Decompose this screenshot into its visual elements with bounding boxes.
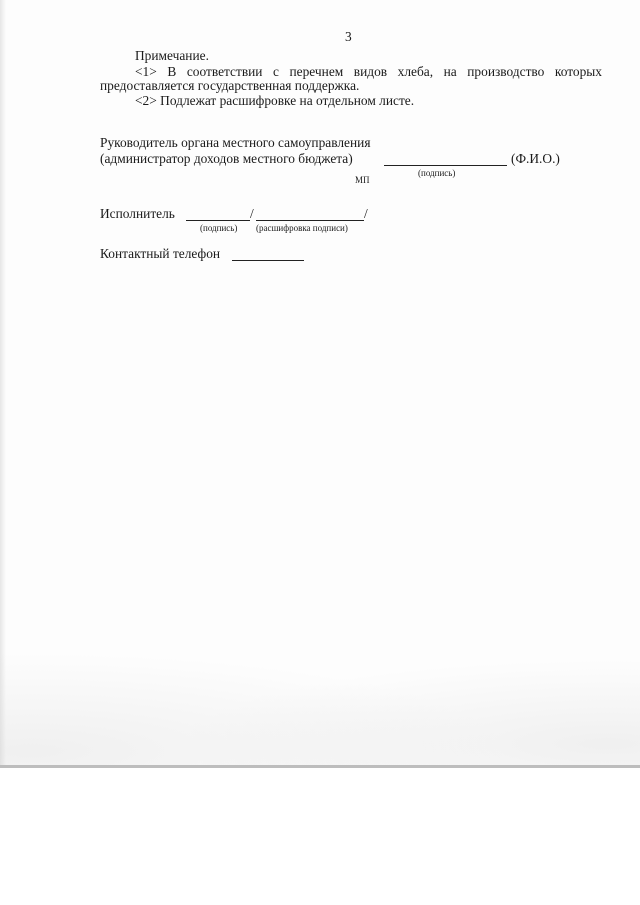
fio-label: (Ф.И.О.) bbox=[511, 151, 560, 166]
executor-slash-1: / bbox=[250, 206, 254, 221]
head-signature-caption: (подпись) bbox=[418, 168, 456, 178]
note-heading: Примечание. bbox=[135, 48, 209, 63]
page-number: 3 bbox=[345, 29, 352, 44]
note-item-1-line-1: <1> В соответствии с перечнем видов хлеба, на производство которых bbox=[135, 64, 602, 79]
note-item-2: <2> Подлежат расшифровке на отдельном листе. bbox=[135, 93, 415, 108]
contact-phone-label: Контактный телефон bbox=[100, 246, 221, 261]
head-signature-line[interactable] bbox=[384, 165, 507, 166]
executor-label: Исполнитель bbox=[100, 206, 175, 221]
stamp-label: МП bbox=[355, 175, 370, 185]
executor-signature-line[interactable] bbox=[186, 220, 250, 221]
note-item-1-line-2: предоставляется государственная поддержка. bbox=[100, 78, 360, 93]
executor-signature-caption: (подпись) bbox=[200, 223, 238, 233]
executor-decode-caption: (расшифровка подписи) bbox=[256, 223, 348, 233]
contact-phone-line[interactable] bbox=[232, 260, 304, 261]
head-title-line-2: (администратор доходов местного бюджета) bbox=[100, 151, 353, 166]
head-title-line-1: Руководитель органа местного самоуправления bbox=[100, 135, 371, 150]
executor-decode-line[interactable] bbox=[256, 220, 364, 221]
executor-slash-2: / bbox=[364, 206, 368, 221]
